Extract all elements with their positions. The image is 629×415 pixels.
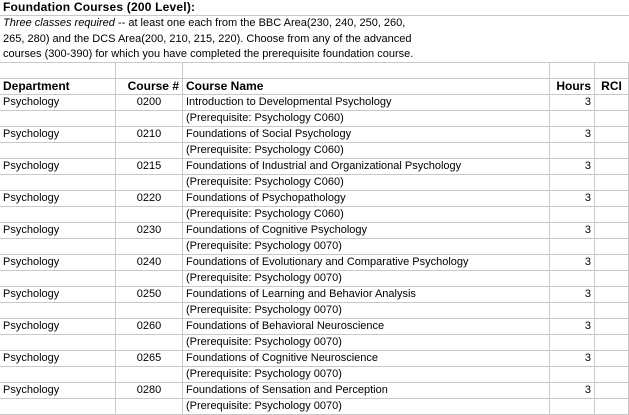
spacer-cell <box>116 63 183 79</box>
rci-cell <box>595 223 629 239</box>
hours-cell: 3 <box>550 127 595 143</box>
course-number-cell: 0265 <box>116 351 183 367</box>
table-row <box>0 383 629 399</box>
prerequisite-row <box>0 399 629 415</box>
empty-cell <box>595 303 629 319</box>
prerequisite-cell: (Prerequisite: Psychology 0070) <box>183 367 550 383</box>
course-name-cell: Foundations of Psychopathology <box>183 191 550 207</box>
empty-cell <box>116 399 183 415</box>
course-name-cell: Foundations of Cognitive Psychology <box>183 223 550 239</box>
spacer-row <box>0 63 629 79</box>
hours-cell: 3 <box>550 383 595 399</box>
prerequisite-cell: (Prerequisite: Psychology C060) <box>183 175 550 191</box>
empty-cell <box>0 399 116 415</box>
empty-cell <box>550 303 595 319</box>
hours-cell: 3 <box>550 319 595 335</box>
department-cell: Psychology <box>0 351 116 367</box>
course-name-cell: Foundations of Industrial and Organizational Psychology <box>183 159 550 175</box>
empty-cell <box>0 143 116 159</box>
department-cell: Psychology <box>0 383 116 399</box>
table-row <box>0 127 629 143</box>
rci-cell <box>595 319 629 335</box>
spacer-cell <box>550 63 595 79</box>
empty-cell <box>0 175 116 191</box>
empty-cell <box>0 111 116 127</box>
department-cell: Psychology <box>0 159 116 175</box>
empty-cell <box>595 111 629 127</box>
rci-cell <box>595 255 629 271</box>
intro-line-1-text: -- at least one each from the BBC Area(230, 240, 250, 260, <box>114 17 406 29</box>
department-cell: Psychology <box>0 127 116 143</box>
hours-cell: 3 <box>550 255 595 271</box>
empty-cell <box>0 367 116 383</box>
intro-line-2: 265, 280) and the DCS Area(200, 210, 215, 220). Choose from any of the advanced <box>3 33 412 45</box>
course-number-cell: 0200 <box>116 95 183 111</box>
intro-line-1 <box>0 16 629 32</box>
hours-cell: 3 <box>550 351 595 367</box>
prerequisite-cell: (Prerequisite: Psychology 0070) <box>183 239 550 255</box>
department-cell: Psychology <box>0 191 116 207</box>
empty-cell <box>550 175 595 191</box>
department-cell: Psychology <box>0 287 116 303</box>
empty-cell <box>116 367 183 383</box>
course-number-cell: 0250 <box>116 287 183 303</box>
course-number-cell: 0215 <box>116 159 183 175</box>
prerequisite-row <box>0 111 629 127</box>
prerequisite-row <box>0 303 629 319</box>
course-name-cell: Introduction to Developmental Psychology <box>183 95 550 111</box>
prerequisite-row <box>0 207 629 223</box>
header-course-name: Course Name <box>183 79 550 95</box>
intro-line-3: courses (300-390) for which you have completed the prerequisite foundation course. <box>0 47 629 63</box>
empty-cell <box>595 207 629 223</box>
rci-cell <box>595 159 629 175</box>
empty-cell <box>0 207 116 223</box>
prerequisite-row <box>0 143 629 159</box>
intro-emphasis: Three classes required <box>3 17 115 29</box>
intro-row-3 <box>0 47 629 63</box>
prerequisite-cell: (Prerequisite: Psychology C060) <box>183 143 550 159</box>
empty-cell <box>550 367 595 383</box>
rci-cell <box>595 383 629 399</box>
prerequisite-cell: (Prerequisite: Psychology C060) <box>183 111 550 127</box>
empty-cell <box>0 239 116 255</box>
empty-cell <box>116 239 183 255</box>
spacer-cell <box>0 63 116 79</box>
prerequisite-row <box>0 271 629 287</box>
empty-cell <box>116 335 183 351</box>
spacer-cell <box>183 63 550 79</box>
rci-cell <box>595 95 629 111</box>
header-rci: RCI <box>595 79 629 95</box>
empty-cell <box>0 271 116 287</box>
prerequisite-row <box>0 175 629 191</box>
course-name-cell: Foundations of Behavioral Neuroscience <box>183 319 550 335</box>
prerequisite-cell: (Prerequisite: Psychology 0070) <box>183 335 550 351</box>
empty-cell <box>595 271 629 287</box>
table-row <box>0 159 629 175</box>
course-number-cell: 0230 <box>116 223 183 239</box>
intro-row-2 <box>0 32 629 48</box>
prerequisite-cell: (Prerequisite: Psychology 0070) <box>183 271 550 287</box>
course-number-cell: 0240 <box>116 255 183 271</box>
empty-cell <box>0 335 116 351</box>
course-number-cell: 0260 <box>116 319 183 335</box>
header-row <box>0 79 629 95</box>
empty-cell <box>595 175 629 191</box>
empty-cell <box>595 143 629 159</box>
prerequisite-cell: (Prerequisite: Psychology 0070) <box>183 399 550 415</box>
hours-cell: 3 <box>550 95 595 111</box>
empty-cell <box>116 271 183 287</box>
prerequisite-row <box>0 367 629 383</box>
empty-cell <box>116 111 183 127</box>
empty-cell <box>116 143 183 159</box>
course-name-cell: Foundations of Cognitive Neuroscience <box>183 351 550 367</box>
hours-cell: 3 <box>550 223 595 239</box>
hours-cell: 3 <box>550 159 595 175</box>
sheet-title: Foundation Courses (200 Level): <box>0 0 629 16</box>
rci-cell <box>595 351 629 367</box>
empty-cell <box>550 143 595 159</box>
empty-cell <box>550 207 595 223</box>
hours-cell: 3 <box>550 287 595 303</box>
header-hours: Hours <box>550 79 595 95</box>
empty-cell <box>550 239 595 255</box>
prerequisite-cell: (Prerequisite: Psychology C060) <box>183 207 550 223</box>
course-number-cell: 0280 <box>116 383 183 399</box>
course-name-cell: Foundations of Learning and Behavior Analysis <box>183 287 550 303</box>
course-name-cell: Foundations of Sensation and Perception <box>183 383 550 399</box>
prerequisite-row <box>0 239 629 255</box>
course-name-cell: Foundations of Evolutionary and Comparative Psychology <box>183 255 550 271</box>
empty-cell <box>550 335 595 351</box>
title-row <box>0 0 629 16</box>
header-department: Department <box>0 79 116 95</box>
empty-cell <box>116 303 183 319</box>
rci-cell <box>595 287 629 303</box>
table-row <box>0 255 629 271</box>
empty-cell <box>595 399 629 415</box>
department-cell: Psychology <box>0 255 116 271</box>
empty-cell <box>595 239 629 255</box>
hours-cell: 3 <box>550 191 595 207</box>
spacer-cell <box>595 63 629 79</box>
empty-cell <box>116 207 183 223</box>
prerequisite-cell: (Prerequisite: Psychology 0070) <box>183 303 550 319</box>
prerequisite-row <box>0 335 629 351</box>
empty-cell <box>116 175 183 191</box>
table-row <box>0 223 629 239</box>
department-cell: Psychology <box>0 223 116 239</box>
table-row <box>0 351 629 367</box>
table-row <box>0 287 629 303</box>
empty-cell <box>595 335 629 351</box>
department-cell: Psychology <box>0 95 116 111</box>
table-row <box>0 319 629 335</box>
intro-row-1 <box>0 16 629 32</box>
empty-cell <box>595 367 629 383</box>
table-row <box>0 191 629 207</box>
rci-cell <box>595 127 629 143</box>
course-number-cell: 0210 <box>116 127 183 143</box>
empty-cell <box>550 111 595 127</box>
rci-cell <box>595 191 629 207</box>
course-number-cell: 0220 <box>116 191 183 207</box>
empty-cell <box>550 271 595 287</box>
empty-cell <box>0 303 116 319</box>
course-name-cell: Foundations of Social Psychology <box>183 127 550 143</box>
empty-cell <box>550 399 595 415</box>
table-row <box>0 95 629 111</box>
department-cell: Psychology <box>0 319 116 335</box>
header-course-number: Course # <box>116 79 183 95</box>
